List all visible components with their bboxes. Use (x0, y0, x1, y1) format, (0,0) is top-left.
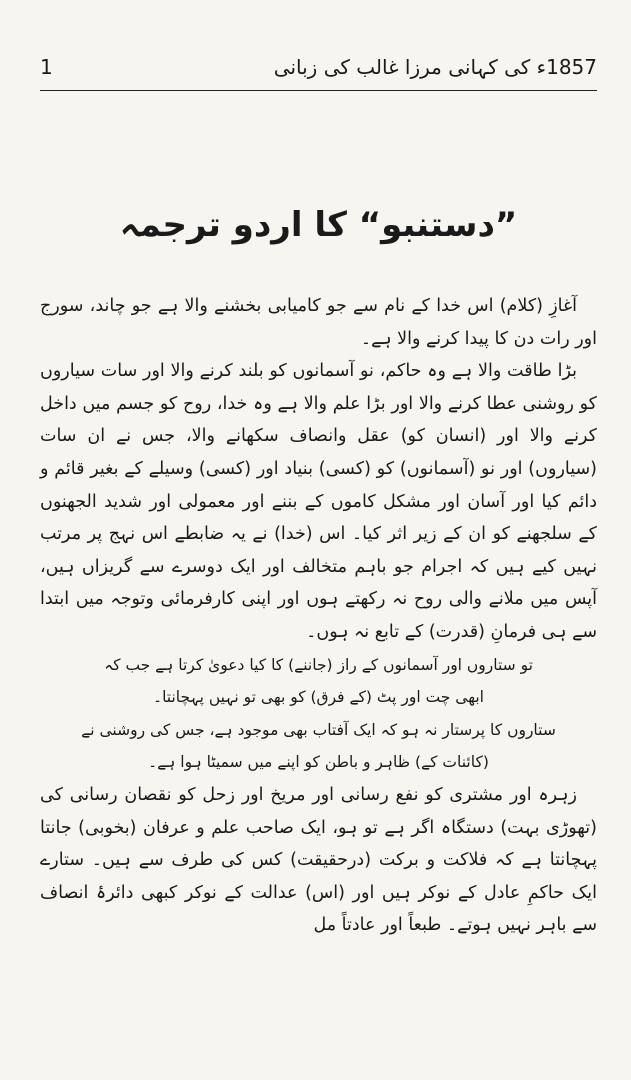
chapter-title: ”دستنبو“ کا اردو ترجمہ (119, 205, 518, 245)
page-number: 1 (40, 55, 53, 79)
header-divider (40, 90, 597, 91)
verse-line: تو ستاروں اور آسمانوں کے راز (جاننے) کا کیا دعویٰ کرتا ہے جب کہ (104, 655, 533, 674)
page-header (40, 50, 597, 84)
paragraph: بڑا طاقت والا ہے وہ حاکم، نو آسمانوں کو بلند کرنے والا اور سات سیاروں کو روشنی عطا کرنے والا اور بڑا علم والا ہے وہ خدا، روح کو جسم میں داخل کرنے والا اور (انسان کو) عقل وانصاف سکھانے والا، جس نے ان سات (سیاروں) اور نو (آسمانوں) کو (کسی) بنیاد اور (کسی) وسیلے کے بغیر قائم و دائم کیا اور آسان اور مشکل کاموں کے بننے اور معمولی اور شدید الجھنوں کے سلجھنے کو ان کے زیر اثر کیا۔ اس (خدا) نے یہ ضابطے اس نہج پر مرتب نہیں کیے ہیں کہ اجرام جو باہم متخالف اور ایک دوسرے سے گریزاں ہیں، آپس میں ملانے والی روح نہ رکھتے ہوں اور اپنی کارفرمائی وتوجہ میں ابتدا سے ہی فرمانِ (قدرت) کے تابع نہ ہوں۔ (40, 361, 597, 642)
verse-line: (کائنات کے) ظاہر و باطن کو اپنے میں سمیٹا ہوا ہے۔ (148, 753, 489, 772)
verse-line: ابھی چت اور پٹ (کے فرق) کو بھی تو نہیں پہچانتا۔ (153, 688, 484, 707)
verse-couplet (40, 649, 597, 714)
verse-line: ستاروں کا پرستار نہ ہو کہ ایک آفتاب بھی موجود ہے، جس کی روشنی نے (81, 720, 556, 739)
paragraph: زہرہ اور مشتری کو نفع رسانی اور مریخ اور زحل کو نقصان رسانی کی (تھوڑی بہت) دستگاہ اگر ہے تو ہو، ایک صاحب علم و عرفان (بخوبی) جانتا پہچانتا ہے کہ فلاکت و برکت (درحقیقت) کس کی طرف سے ہیں۔ ستارے ایک حاکمِ عادل کے نوکر ہیں اور (اس) عدالت کے نوکر کبھی دائرۂ انصاف سے باہر نہیں ہوتے۔ طبعاً اور عادتاً مل (40, 784, 597, 936)
paragraph: آغازِ (کلام) اس خدا کے نام سے جو کامیابی بخشنے والا ہے جو چاند، سورج اور رات دن کا پیدا کرنے والا ہے۔ (40, 296, 597, 349)
verse-couplet (40, 714, 597, 779)
body-text (40, 290, 597, 942)
running-title: 1857ء کی کہانی مرزا غالب کی زبانی (273, 55, 597, 79)
